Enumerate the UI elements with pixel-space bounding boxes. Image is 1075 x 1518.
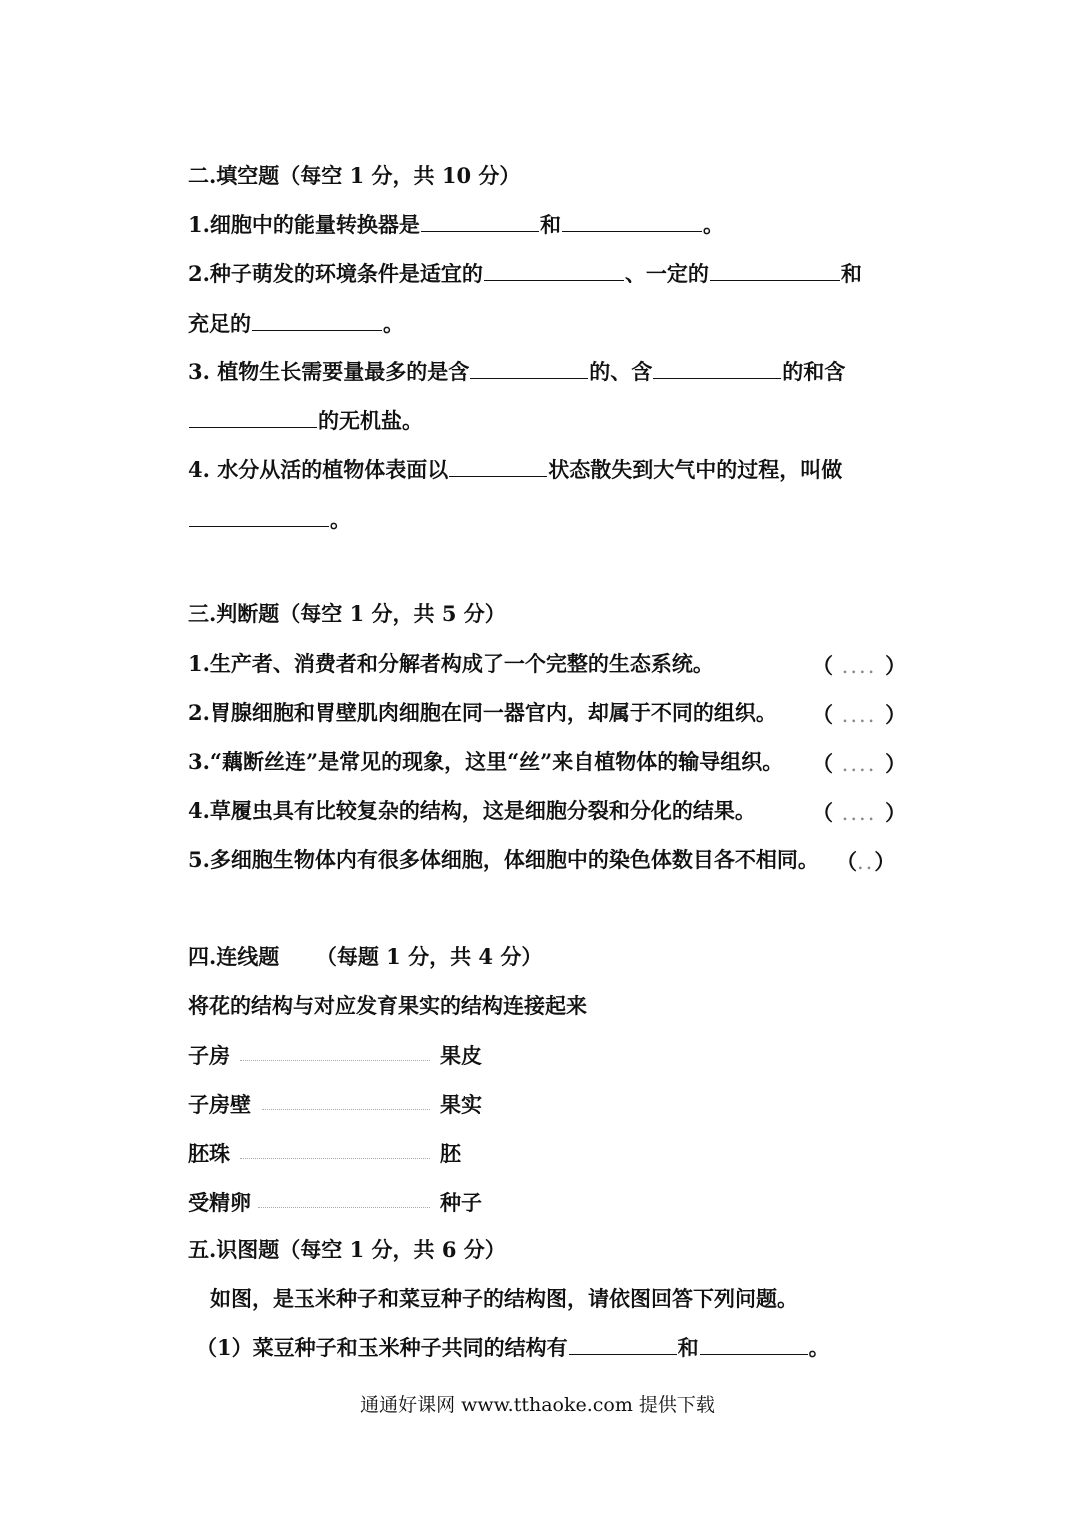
judge-item-4: 4.草履虫具有比较复杂的结构，这是细胞分裂和分化的结果。	[188, 798, 756, 823]
judge-answer-5[interactable]: （..）	[836, 849, 896, 874]
match-left-item[interactable]: 子房	[188, 1043, 230, 1068]
judge-answer-1[interactable]: （ .... ）	[812, 653, 907, 678]
judge-answer-4[interactable]: （ .... ）	[812, 800, 907, 825]
fill-question-3-cont: 的无机盐。	[188, 407, 423, 435]
answer-blank[interactable]	[569, 1334, 677, 1355]
match-right-item[interactable]: 胚	[440, 1141, 461, 1166]
fill-question-2: 2.种子萌发的环境条件是适宜的 、一定的 和	[188, 261, 862, 286]
fill-question-4-cont: 。	[188, 506, 351, 534]
answer-blank[interactable]	[252, 310, 382, 331]
match-left-item[interactable]: 子房壁	[188, 1092, 251, 1117]
dotted-leader	[240, 1158, 430, 1159]
fill-question-3: 3. 植物生长需要量最多的是含 的、含 的和含	[188, 359, 846, 384]
fill-question-1: 1.细胞中的能量转换器是 和 。	[188, 212, 724, 237]
fill-question-4: 4. 水分从活的植物体表面以 状态散失到大气中的过程，叫做	[188, 457, 843, 482]
section5-intro: 如图，是玉米种子和菜豆种子的结构图，请依图回答下列问题。	[210, 1286, 798, 1311]
judge-item-1: 1.生产者、消费者和分解者构成了一个完整的生态系统。	[188, 651, 714, 676]
answer-blank[interactable]	[700, 1334, 808, 1355]
match-right-item[interactable]: 种子	[440, 1190, 482, 1215]
fill-question-2-cont: 充足的 。	[188, 311, 404, 336]
section4-instruction: 将花的结构与对应发育果实的结构连接起来	[188, 993, 587, 1018]
answer-blank[interactable]	[484, 260, 624, 281]
section5-heading: 五.识图题（每空 1 分，共 6 分）	[188, 1237, 506, 1262]
answer-blank[interactable]	[421, 211, 539, 232]
answer-blank[interactable]	[449, 456, 547, 477]
footer-source: 通通好课网 www.tthaoke.com 提供下载	[360, 1394, 715, 1416]
answer-blank[interactable]	[653, 358, 781, 379]
diagram-question-1: （1）菜豆种子和玉米种子共同的结构有 和 。	[196, 1335, 830, 1360]
section2-heading: 二.填空题（每空 1 分，共 10 分）	[188, 163, 521, 188]
judge-answer-3[interactable]: （ .... ）	[812, 751, 907, 776]
section4-heading: 四.连线题 （每题 1 分，共 4 分）	[188, 944, 543, 969]
match-left-item[interactable]: 胚珠	[188, 1141, 230, 1166]
answer-blank[interactable]	[189, 506, 329, 527]
dotted-leader	[240, 1060, 430, 1061]
dotted-leader	[262, 1109, 430, 1110]
match-right-item[interactable]: 果实	[440, 1092, 482, 1117]
answer-blank[interactable]	[710, 260, 840, 281]
judge-item-3: 3.“藕断丝连”是常见的现象，这里“丝”来自植物体的输导组织。	[188, 749, 784, 774]
match-right-item[interactable]: 果皮	[440, 1043, 482, 1068]
dotted-leader	[258, 1207, 430, 1208]
judge-item-5: 5.多细胞生物体内有很多体细胞，体细胞中的染色体数目各不相同。	[188, 847, 819, 872]
answer-blank[interactable]	[189, 407, 317, 428]
judge-item-2: 2.胃腺细胞和胃壁肌肉细胞在同一器官内，却属于不同的组织。	[188, 700, 777, 725]
match-left-item[interactable]: 受精卵	[188, 1190, 251, 1215]
section3-heading: 三.判断题（每空 1 分，共 5 分）	[188, 601, 506, 626]
answer-blank[interactable]	[470, 358, 588, 379]
answer-blank[interactable]	[562, 211, 702, 232]
judge-answer-2[interactable]: （ .... ）	[812, 702, 907, 727]
